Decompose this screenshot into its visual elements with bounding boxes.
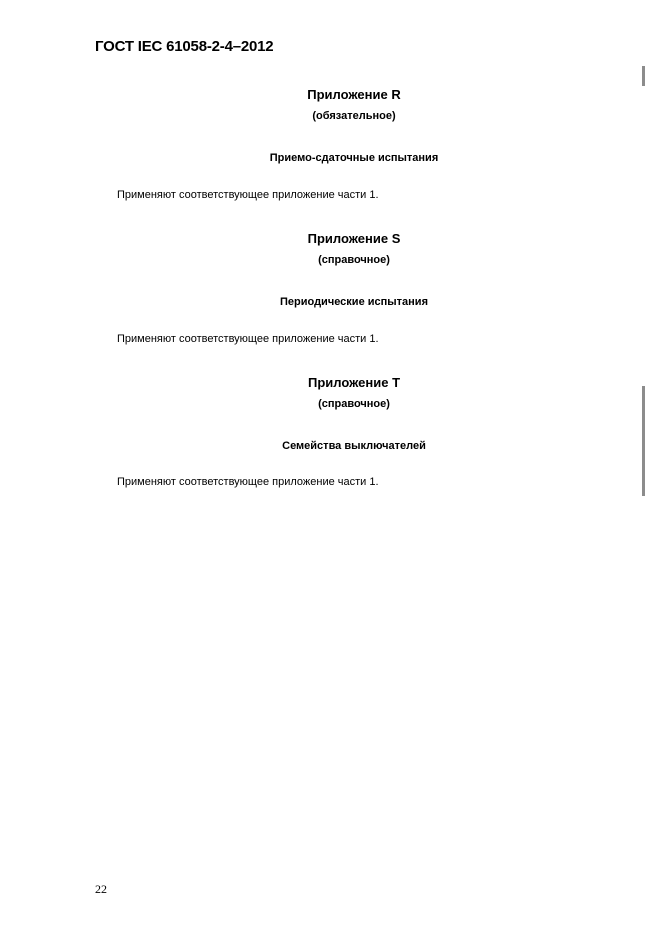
appendix-t-section-title: Семейства выключателей	[282, 440, 426, 452]
page-number: 22	[95, 882, 107, 896]
appendix-r-section-title: Приемо-сдаточные испытания	[269, 152, 439, 164]
appendix-s-status: (справочное)	[318, 254, 390, 266]
appendix-s-section-title: Периодические испытания	[280, 296, 428, 308]
scan-edge-mark-bottom	[642, 386, 645, 496]
appendix-s-text: Применяют соответствующее приложение части 1.	[117, 333, 379, 345]
appendix-r-status: (обязательное)	[312, 110, 396, 122]
document-header: ГОСТ IEC 61058-2-4–2012	[95, 38, 274, 55]
appendix-s-title: Приложение S	[307, 231, 401, 246]
appendix-t-text: Применяют соответствующее приложение части 1.	[117, 476, 379, 488]
appendix-r-title: Приложение R	[307, 87, 401, 102]
appendix-t-title: Приложение T	[307, 375, 401, 390]
appendix-r-text: Применяют соответствующее приложение части 1.	[117, 189, 379, 201]
appendix-t-status: (справочное)	[318, 398, 390, 410]
scan-edge-mark-top	[642, 66, 645, 86]
